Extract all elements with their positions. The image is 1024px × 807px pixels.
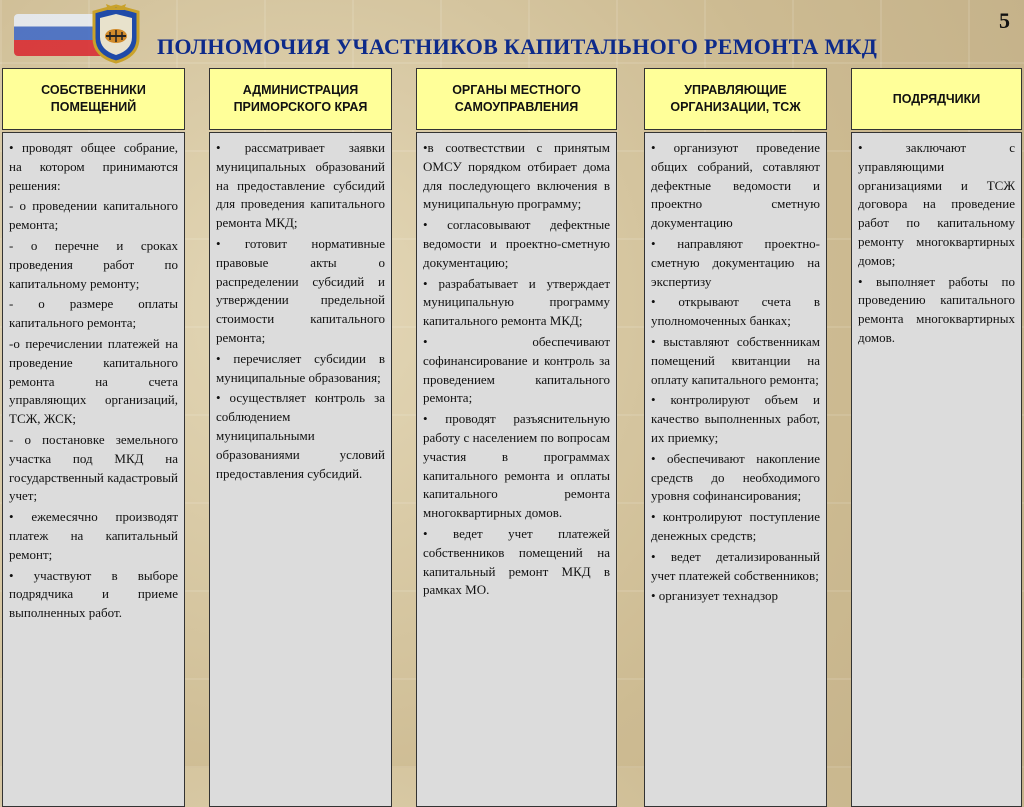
list-item: • ведет детализированный учет платежей собственников; xyxy=(651,548,820,583)
list-item: • организует технадзор xyxy=(651,588,779,604)
column-header: АДМИНИСТРАЦИЯ ПРИМОРСКОГО КРАЯ xyxy=(209,68,392,130)
coat-of-arms-icon xyxy=(88,4,144,64)
list-item: - о проведении капитального ремонта; xyxy=(9,198,178,233)
list-item: • проводят общее собрание, на котором принимаются решения: xyxy=(9,140,178,193)
list-item: • обеспечивают софинансирование и контроль за проведением капитального ремонта; xyxy=(423,333,610,406)
list-item: • проводят разъяснительную работу с населением по вопросам участия в программах капитального ремонта и оплаты капитального ремонта многоквартирных домов. xyxy=(423,411,610,521)
list-item: • обеспечивают накопление средств до необходимого уровня софинансирования; xyxy=(651,450,820,504)
column-body xyxy=(416,132,617,807)
column-header: УПРАВЛЯЮЩИЕ ОРГАНИЗАЦИИ, ТСЖ xyxy=(644,68,827,130)
list-item: - о перечне и сроках проведения работ по капитальному ремонту; xyxy=(9,237,178,291)
column-header: ОРГАНЫ МЕСТНОГО САМОУПРАВЛЕНИЯ xyxy=(416,68,617,130)
list-item: • ежемесячно производят платеж на капитальный ремонт; xyxy=(9,509,178,562)
list-item: • рассматривает заявки муниципальных образований на предоставление субсидий для проведения капитального ремонта МКД; xyxy=(216,140,385,231)
list-item: •в соотвестствии с принятым ОМСУ порядком отбирает дома для последующего включения в муниципальную программу; xyxy=(423,140,610,212)
list-item: • ведет учет платежей собственников помещений на капитальный ремонт МКД в рамках МО. xyxy=(423,525,610,598)
list-item: -о перечислении платежей на проведение капитального ремонта на счета управляющих организаций, ТСЖ, ЖСК; xyxy=(9,335,178,427)
list-item: • осуществляет контроль за соблюдением муниципальными образованиями условий предоставления субсидий. xyxy=(216,390,385,481)
list-item: • контролируют объем и качество выполненных работ, их приемку; xyxy=(651,392,820,445)
column-body xyxy=(209,132,392,807)
list-item: • выставляют собственникам помещений квитанции на оплату капитального ремонта; xyxy=(651,333,820,387)
list-item: - о размере оплаты капитального ремонта; xyxy=(9,296,178,331)
page-number: 5 xyxy=(999,8,1010,33)
list-item: • контролируют поступление денежных средств; xyxy=(651,509,820,543)
column-body xyxy=(2,132,185,807)
list-item: • согласовывают дефектные ведомости и проектно-сметную документацию; xyxy=(423,217,610,270)
list-item: • перечисляет субсидии в муниципальные образования; xyxy=(216,350,385,385)
column-body xyxy=(851,132,1022,807)
list-item: • организуют проведение общих собраний, сотавляют дефектные ведомости и проектно сметную документацию xyxy=(651,140,820,231)
header xyxy=(0,0,1024,64)
list-item: • направляют проектно-сметную документацию на экспертизу xyxy=(651,235,820,289)
column-header: СОБСТВЕННИКИ ПОМЕЩЕНИЙ xyxy=(2,68,185,130)
list-item: • открывают счета в уполномоченных банках; xyxy=(651,294,820,329)
list-item: • разрабатывает и утверждает муниципальную программу капитального ремонта МКД; xyxy=(423,275,610,329)
column-header: ПОДРЯДЧИКИ xyxy=(851,68,1022,130)
page-title: ПОЛНОМОЧИЯ УЧАСТНИКОВ КАПИТАЛЬНОГО РЕМОНТА МКД xyxy=(157,34,878,59)
column-body xyxy=(644,132,827,807)
list-item: - о постановке земельного участка под МКД на государственный кадастровый учет; xyxy=(9,431,178,504)
list-item: • готовит нормативные правовые акты о распределении субсидий и утверждении предельной стоимости капитального ремонта; xyxy=(216,235,385,345)
list-item: • участвуют в выборе подрядчика и приеме выполненных работ. xyxy=(9,567,178,621)
list-item: • заключают с управляющими организациями и ТСЖ договора на проведение работ по капитальному ремонту многоквартирных домов; xyxy=(858,140,1015,268)
list-item: • выполняет работы по проведению капитального ремонта многоквартирных домов. xyxy=(858,273,1015,345)
